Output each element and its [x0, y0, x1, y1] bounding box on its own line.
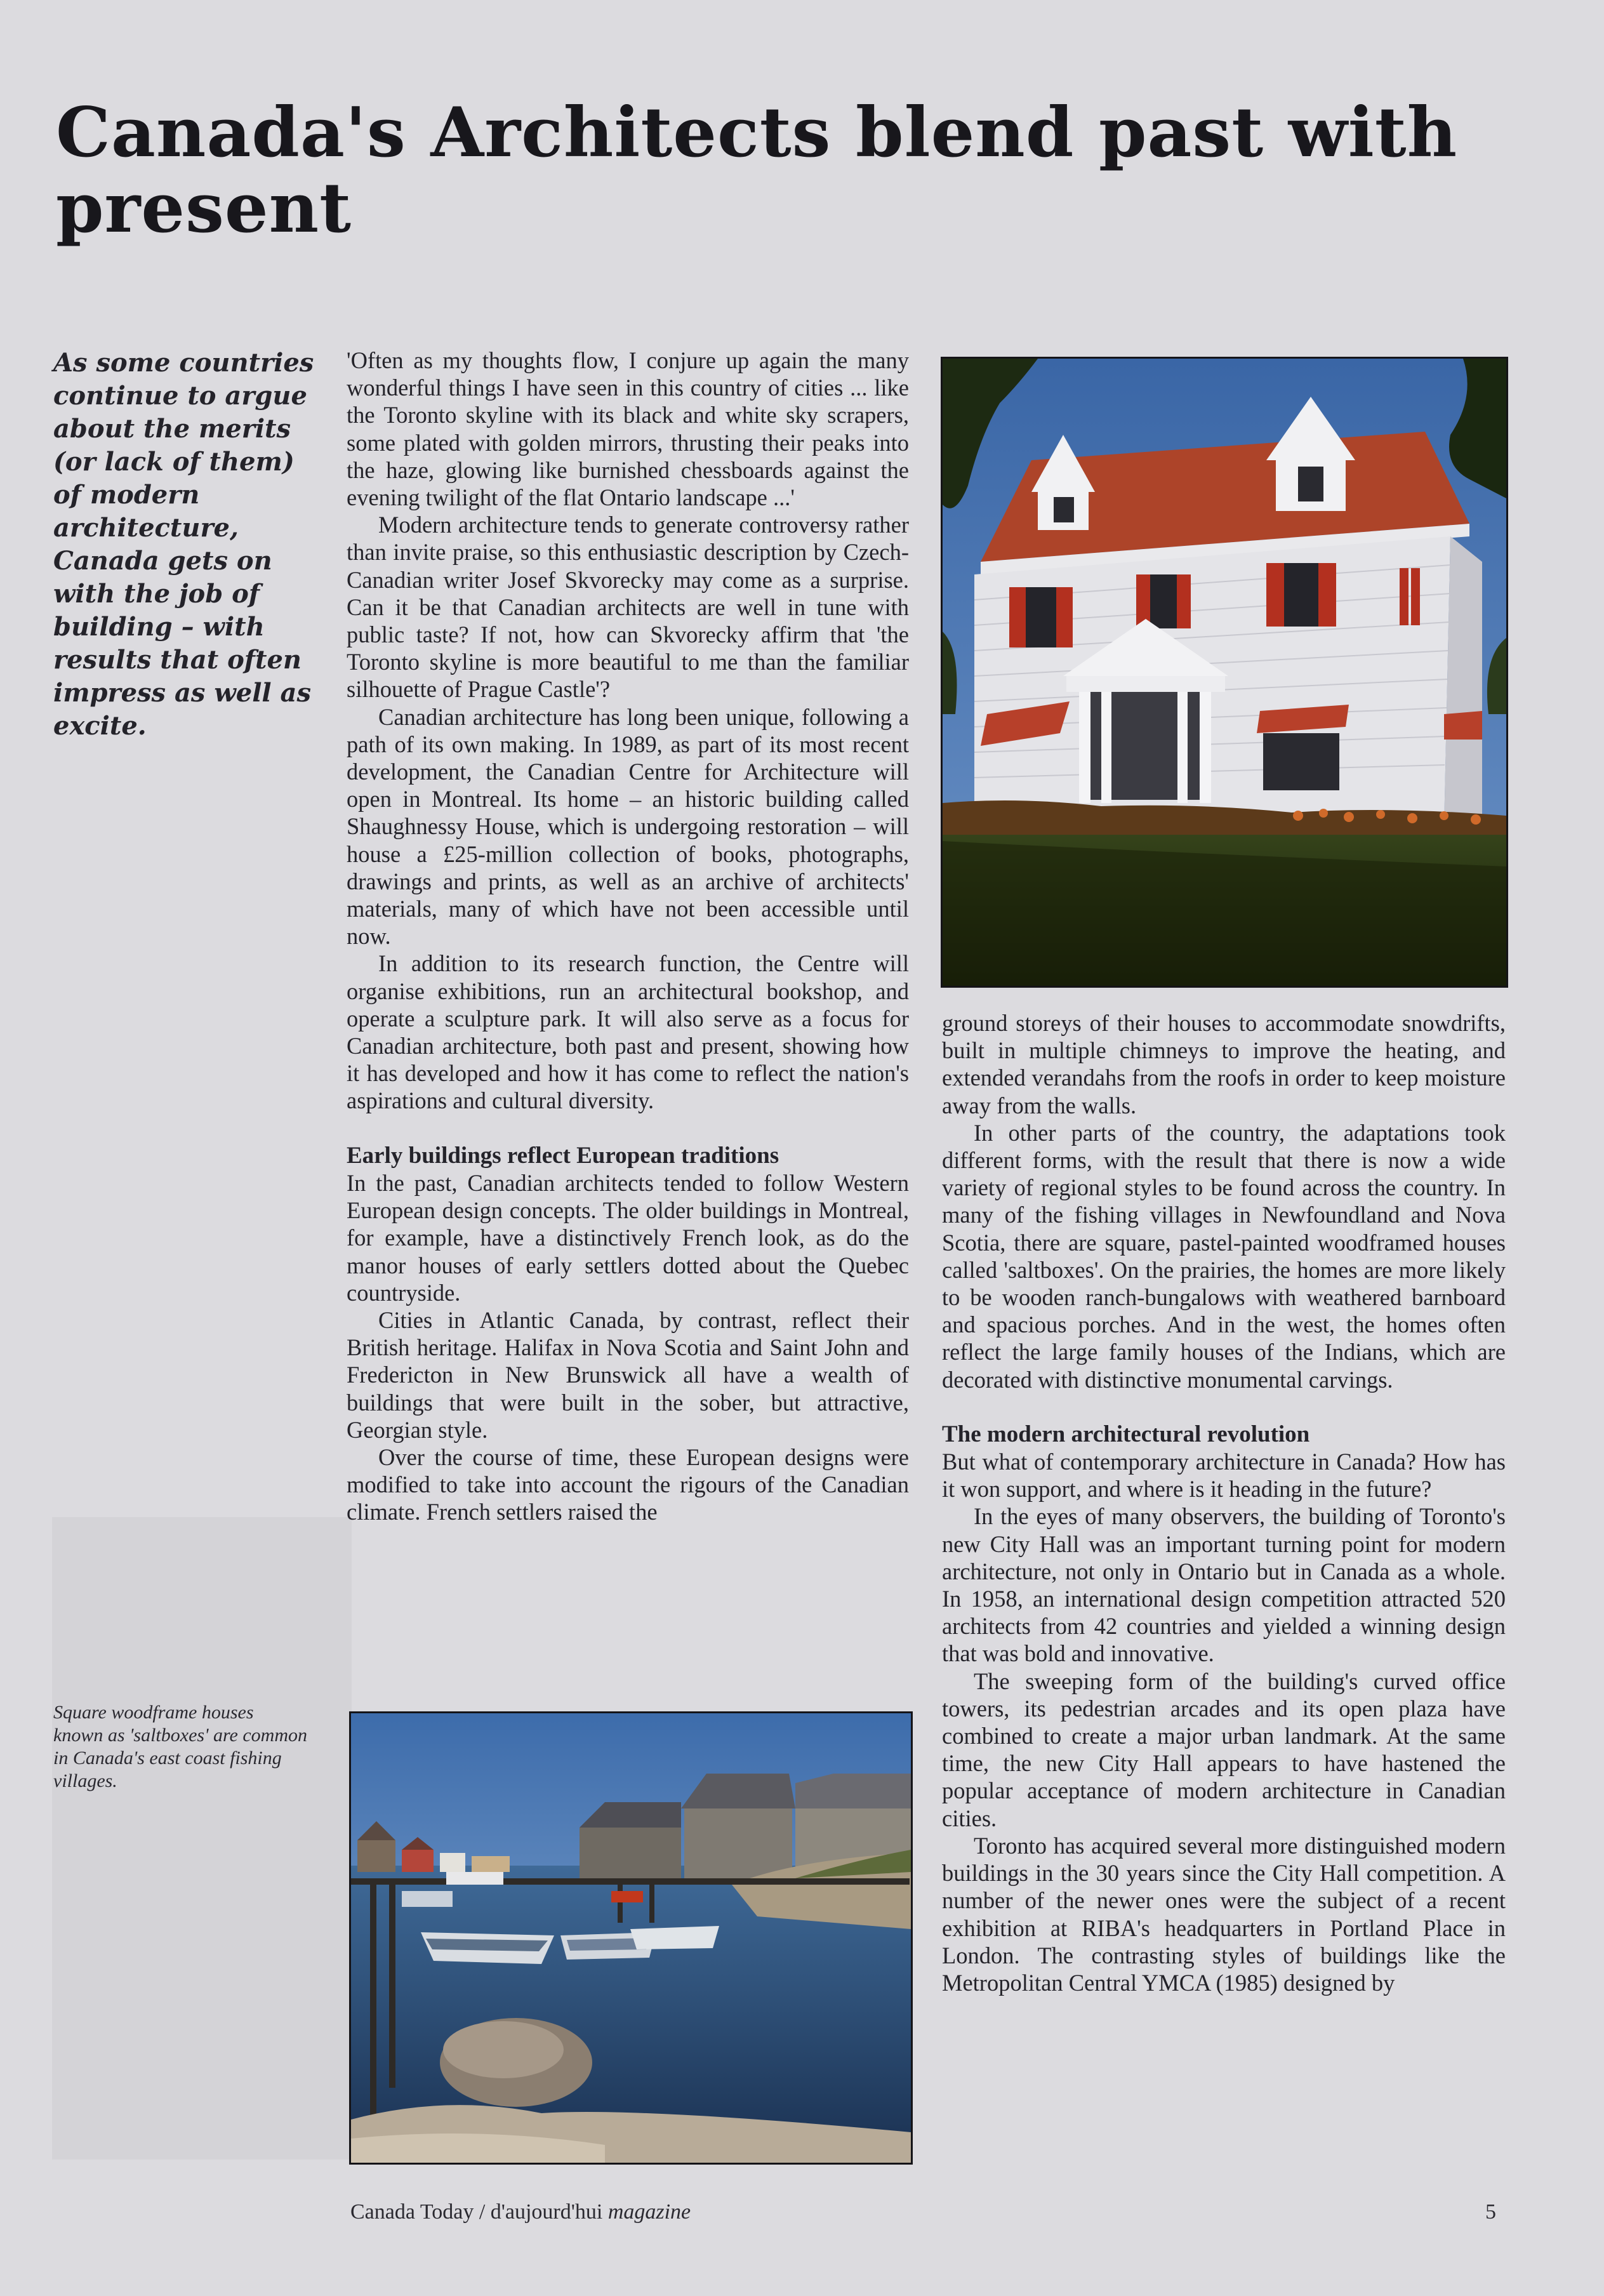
paragraph: In other parts of the country, the adaptations took different forms, with the result that there is now a wide variety of regional styles to be found across the country. In many of the fishing villages in Newfoundland and Nova Scotia, there are square, pastel-painted woodframed houses called 'saltboxes'. On the prairies, the homes are more likely to be wooden ranch-bungalows with weathered barnboard and spacious porches. And in the west, the homes often reflect the large family houses of the Indians, which are decorated with distinctive monumental carvings. [942, 1119, 1506, 1393]
paragraph: The sweeping form of the building's curved office towers, its pedestrian arcades and its open plaza have combined to create a major urban landmark. At the same time, the new City Hall appears to have hastened the popular acceptance of modern architecture in Canadian cities. [942, 1668, 1506, 1831]
paragraph: Canadian architecture has long been unique, following a path of its own making. In 1989, as part of its most recent development, the Canadian Centre for Architecture will open in Montreal. Its home – an historic building called Shaughnessy House, which is undergoing restoration – will house a £25-million collection of books, photographs, drawings and prints, as well as an archive of architects' materials, many of which have not been accessible until now. [347, 703, 909, 950]
paragraph: But what of contemporary architecture in Canada? How has it won support, and where is it heading in the future? [942, 1449, 1506, 1503]
paragraph: In the eyes of many observers, the building of Toronto's new City Hall was an important turning point for modern architecture, not only in Ontario but in Canada as a whole. In 1958, an international design competition attracted 520 architects from 42 countries and yielded a winning design that was bold and innovative. [942, 1503, 1506, 1667]
harbour-photo [349, 1711, 913, 2165]
harbour-photo-illustration [351, 1713, 911, 2163]
house-photo-illustration [943, 359, 1506, 986]
paragraph: ground storeys of their houses to accommodate snowdrifts, built in multiple chimneys to improve the heating, and extended verandahs from the roofs in order to keep moisture away from the walls. [942, 1010, 1506, 1118]
article-column-right [942, 1009, 1506, 1996]
house-photo [941, 357, 1508, 988]
paragraph: In addition to its research function, the Centre will organise exhibitions, run an architectural bookshop, and operate a sculpture park. It will also serve as a focus for Canadian architecture, both past and present, showing how it has developed and how it has come to reflect the nation's aspirations and cultural diversity. [347, 950, 909, 1114]
section-heading: The modern architectural revolution [942, 1421, 1310, 1447]
footer-publication [350, 2200, 691, 2224]
paragraph: Cities in Atlantic Canada, by contrast, reflect their British heritage. Halifax in Nova Scotia and Saint John and Fredericton in New Brunswick all have a wealth of buildings that were built in the sober, but attractive, Georgian style. [347, 1306, 909, 1443]
article-column-left [347, 347, 909, 1526]
page-title: Canada's Architects blend past with present [56, 93, 1458, 248]
paragraph: Over the course of time, these European designs were modified to take into account the rigours of the Canadian climate. French settlers raised the [347, 1443, 909, 1525]
intro-standfirst: As some countries continue to argue about the merits (or lack of them) of modern architecture, Canada gets on with the job of building – with results that often impress as well as excite. [53, 348, 314, 741]
caption-panel-background [52, 1517, 352, 2160]
photo-caption: Square woodframe houses known as 'saltboxes' are common in Canada's east coast fishing villages. [53, 1702, 308, 1791]
paragraph: Modern architecture tends to generate controversy rather than invite praise, so this enthusiastic description by Czech-Canadian writer Josef Skvorecky may come as a surprise. Can it be that Canadian architects are well in tune with public taste? If not, how can Skvorecky affirm that 'the Toronto skyline is more beautiful to me than the familiar silhouette of Prague Castle'? [347, 512, 909, 703]
paragraph: In the past, Canadian architects tended to follow Western European design concepts. The older buildings in Montreal, for example, have a distinctively French look, as do the manor houses of early settlers dotted about the Quebec countryside. [347, 1169, 909, 1306]
page-number: 5 [1485, 2200, 1496, 2224]
paragraph: Toronto has acquired several more distinguished modern buildings in the 30 years since the City Hall competition. A number of the newer ones were the subject of a recent exhibition at RIBA's headquarters in Portland Place in London. The contrasting styles of buildings like the Metropolitan Central YMCA (1985) designed by [942, 1832, 1506, 1996]
publication-magazine: magazine [607, 2200, 691, 2224]
paragraph-quote: 'Often as my thoughts flow, I conjure up again the many wonderful things I have seen in this country of cities ... like the Toronto skyline with its black and white sky scrapers, some plated with golden mirrors, thrusting their peaks into the haze, glowing like burnished chessboards against the evening twilight of the flat Ontario landscape ...' [347, 347, 909, 511]
section-heading: Early buildings reflect European traditions [347, 1142, 779, 1169]
publication-name: Canada Today / d'aujourd'hui [350, 2200, 603, 2224]
